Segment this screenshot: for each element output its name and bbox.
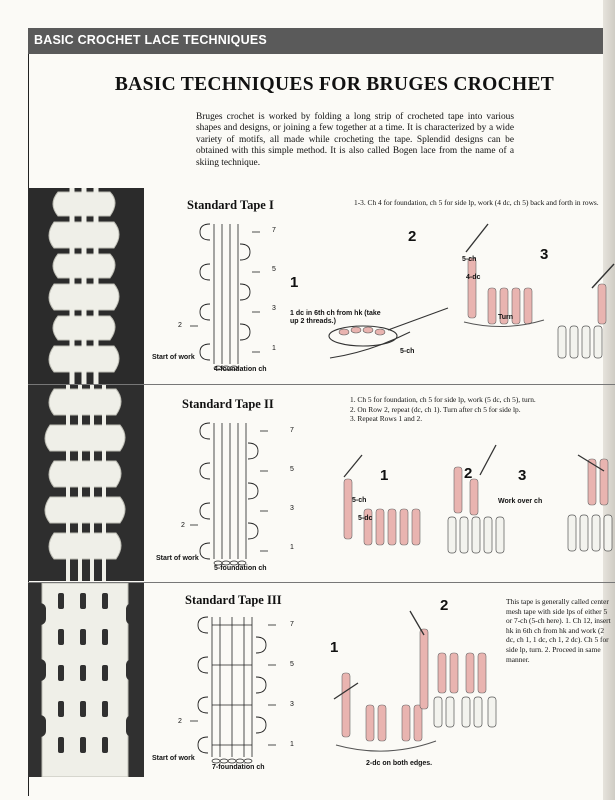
callout-2dc-both-edges: 2-dc on both edges. <box>366 760 433 767</box>
callout-5ch-a: 5-ch <box>400 348 415 355</box>
row-label-7: 7 <box>290 621 294 628</box>
row-label-2: 2 <box>178 718 182 725</box>
tape-photo-3 <box>28 583 144 777</box>
stitch-diagram-1 <box>148 218 615 383</box>
section-title: Standard Tape II <box>182 397 274 411</box>
section-standard-tape-2 <box>28 385 615 581</box>
foundation-label: 5-foundation ch <box>214 565 267 572</box>
row-label-1: 1 <box>290 741 294 748</box>
row-label-1: 1 <box>272 345 276 352</box>
step-number-1: 1 <box>380 467 389 484</box>
foundation-label: 4-foundation ch <box>214 366 267 373</box>
row-label-7: 7 <box>272 227 276 234</box>
step-number-2: 2 <box>464 465 473 482</box>
start-of-work-label: Start of work <box>152 755 195 762</box>
section-standard-tape-3 <box>28 583 615 777</box>
section-standard-tape-1 <box>28 188 615 384</box>
header-label: BASIC CROCHET LACE TECHNIQUES <box>34 33 267 47</box>
stitch-diagram-2 <box>148 419 615 579</box>
step-number-3: 3 <box>540 246 549 263</box>
callout-work-over-ch: Work over ch <box>498 498 543 505</box>
row-label-2: 2 <box>178 322 182 329</box>
step-number-2: 2 <box>440 597 449 614</box>
step-number-1: 1 <box>330 639 339 656</box>
row-label-5: 5 <box>272 266 276 273</box>
tape-photo-1 <box>28 188 144 384</box>
callout-4dc: 4-dc <box>466 274 481 281</box>
step-number-1: 1 <box>290 274 299 291</box>
stitch-diagram-3 <box>148 609 508 777</box>
page-title: BASIC TECHNIQUES FOR BRUGES CROCHET <box>114 74 555 95</box>
section-title: Standard Tape III <box>185 593 282 607</box>
callout-turn: Turn <box>498 314 514 321</box>
section-instructions: This tape is generally called center mesh tape with side lps of either 5 or 7-ch (5-ch here). 1. Ch 12, insert hk in 6th ch from hk and work (2 dc, ch 1, 1 dc, ch 1, 2 dc). Ch 5 for side lp, turn. 2. Proceed in same manner. <box>506 597 611 664</box>
row-label-7: 7 <box>290 427 294 434</box>
row-label-5: 5 <box>290 661 294 668</box>
row-label-2: 2 <box>181 522 185 529</box>
step-number-2: 2 <box>408 228 417 245</box>
instruction-line-1: 1. Ch 5 for foundation, ch 5 for side lp, work (5 dc, ch 5), turn. <box>350 395 536 404</box>
tape-photo-2 <box>28 385 144 581</box>
callout-first-dc: 1 dc in 6th ch from hk (take up 2 threads.) <box>290 310 381 325</box>
foundation-label: 7-foundation ch <box>212 764 265 771</box>
section-title: Standard Tape I <box>187 198 274 212</box>
intro-paragraph: Bruges crochet is worked by folding a long strip of crocheted tape into various shapes and designs, or joining a few together at a time. It is characterized by a wide variety of motifs, all made while crocheting the tape. Splendid designs can be obtained with this simple method. It is also called Bogen lace from the name of a skiing technique. <box>196 112 514 168</box>
instruction-line-3: 3. Repeat Rows 1 and 2. <box>350 414 423 424</box>
callout-5ch: 5-ch <box>352 497 367 504</box>
row-label-3: 3 <box>272 305 276 312</box>
row-label-3: 3 <box>290 701 294 708</box>
callout-5ch-b: 5-ch <box>462 256 477 263</box>
row-label-5: 5 <box>290 466 294 473</box>
callout-5dc: 5-dc <box>358 515 373 522</box>
row-label-1: 1 <box>290 544 294 551</box>
section-instructions: 1-3. Ch 4 for foundation, ch 5 for side lp, work (4 dc, ch 5) back and forth in rows. <box>354 198 599 207</box>
start-of-work-label: Start of work <box>156 555 199 562</box>
instruction-line-2: 2. On Row 2, repeat (dc, ch 1). Turn after ch 5 for side lp. <box>350 404 521 414</box>
step-number-3: 3 <box>518 467 527 484</box>
start-of-work-label: Start of work <box>152 354 195 361</box>
row-label-3: 3 <box>290 505 294 512</box>
